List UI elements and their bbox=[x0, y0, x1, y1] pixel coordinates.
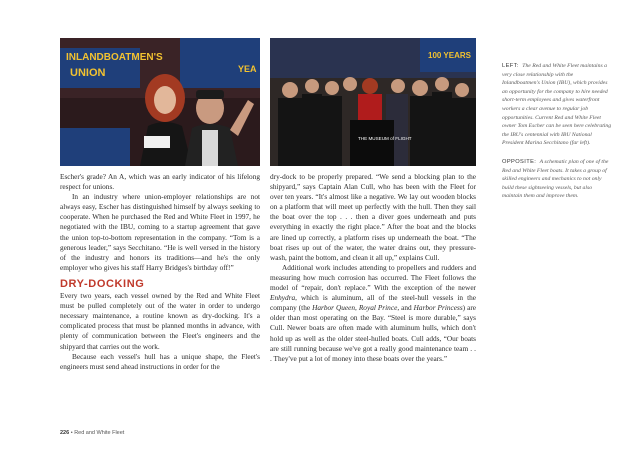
footer-section: Red and White Fleet bbox=[74, 430, 125, 436]
article-column-1 bbox=[60, 172, 260, 372]
section-heading: DRY-DOCKING bbox=[60, 277, 145, 290]
caption-sidebar bbox=[502, 62, 612, 211]
paragraph bbox=[270, 263, 476, 364]
ship-name: Harbor Queen bbox=[312, 303, 356, 313]
banner-top-text: INLANDBOATMEN'S bbox=[66, 52, 163, 63]
text-run: Additional work includes attending to propellers and rudders and measuring how much corrosion has occurred. The Fleet follows the model of “repair, don't replace.” With the exception of the newer bbox=[270, 262, 476, 293]
text-run: , bbox=[355, 303, 359, 313]
ship-name: Royal Prince bbox=[358, 303, 398, 313]
paragraph: dry-dock to be properly prepared. “We send a blocking plan to the shipyard,” says Captain Alan Cull, who has been with the Fleet for over ten years. “It's almost like a negative. We lay out wooden blocks on a platform that will meet up perfectly with the hull. Then they sail the boat over the top . . . then a diver goes underneath and puts everything in exactly the right place.” After the boat and the blocks are lined up correctly, a platform rises up underneath the boat. “The boat rises up out of the water, the water drains out, they pressure-wash, paint the bottom, and clean it all up,” explains Cull. bbox=[270, 172, 476, 262]
photo-centennial-stage bbox=[270, 38, 476, 166]
caption-text: A schematic plan of one of the Red and White Fleet boats. It takes a group of skilled engineers and mechanics to not only build these sightseeing vessels, but also maintain them and improve them. bbox=[502, 158, 609, 200]
text-run: , which is aluminum, all of the steel-hull vessels in the company (the bbox=[270, 293, 476, 313]
footer-separator: • bbox=[70, 430, 73, 436]
paragraph: Because each vessel's hull has a unique shape, the Fleet's engineers must send ahead instructions in order for the bbox=[60, 351, 260, 371]
page-footer bbox=[60, 430, 124, 436]
text-run: , and bbox=[397, 303, 414, 313]
caption-opposite bbox=[502, 158, 612, 201]
paragraph: In an industry where union-employer relationships are not always easy, Escher has distinguished himself by always seeking to cooperate. When he purchased the Red and White Fleet in 1997, he negotiated with the IBU, coming to a startup agreement that gave the union top-to-bottom representation in the company. “Tom is a generous leader,” says Secchitano. “He is well versed in the history of the industry and honors its traditions—and he's the only employer who gives his staff Harry Bridges's birthday off!” bbox=[60, 192, 260, 272]
caption-label: OPPOSITE: bbox=[502, 158, 537, 165]
caption-text: The Red and White Fleet maintains a very close relationship with the Inlandboatmen's Union (IBU), which provides an opportunity for the company to hire needed short-term employees and gives waterfront workers a clear avenue to regular job opportunities. Current Red and White Fleet owner Tom Escher can be seen here celebrating the IBU's centennial with IBU National President Marina Secchitano (far left). bbox=[502, 63, 612, 147]
caption-left bbox=[502, 62, 612, 148]
banner-mid-text: UNION bbox=[70, 67, 106, 79]
centennial-banner-text: 100 YEARS bbox=[428, 51, 471, 60]
ship-name: Enhydra bbox=[270, 293, 296, 303]
caption-label: LEFT: bbox=[502, 63, 519, 69]
podium-sign-text: THE MUSEUM of FLIGHT bbox=[358, 136, 412, 141]
article-column-2 bbox=[270, 172, 476, 364]
text-run: ) are older than most operating on the Bay. “Steel is more durable,” says Cull. Newer boats are often made with aluminum hulls, which don't hold up as well as the older steel-hulled boats. Cull adds, “Our boats are still running because we've got a really good maintenance team . . . They've put a lot of money into these boats over the years.” bbox=[270, 303, 476, 363]
banner-right-text: YEA bbox=[238, 64, 257, 74]
paragraph: Every two years, each vessel owned by the Red and White Fleet must be pulled completely out of the water in order to undergo necessary maintenance, a routine known as dry-docking. It's a complicated process that must be planned months in advance, with plenty of communication between the Fleet's engineers and the shipyard that carries out the work. bbox=[60, 291, 260, 351]
ship-name: Harbor Princess bbox=[413, 303, 463, 313]
page-number: 226 bbox=[60, 430, 70, 436]
photo-union-celebration bbox=[60, 38, 260, 166]
paragraph: Escher's grade? An A, which was an early indicator of his lifelong respect for unions. bbox=[60, 172, 260, 192]
